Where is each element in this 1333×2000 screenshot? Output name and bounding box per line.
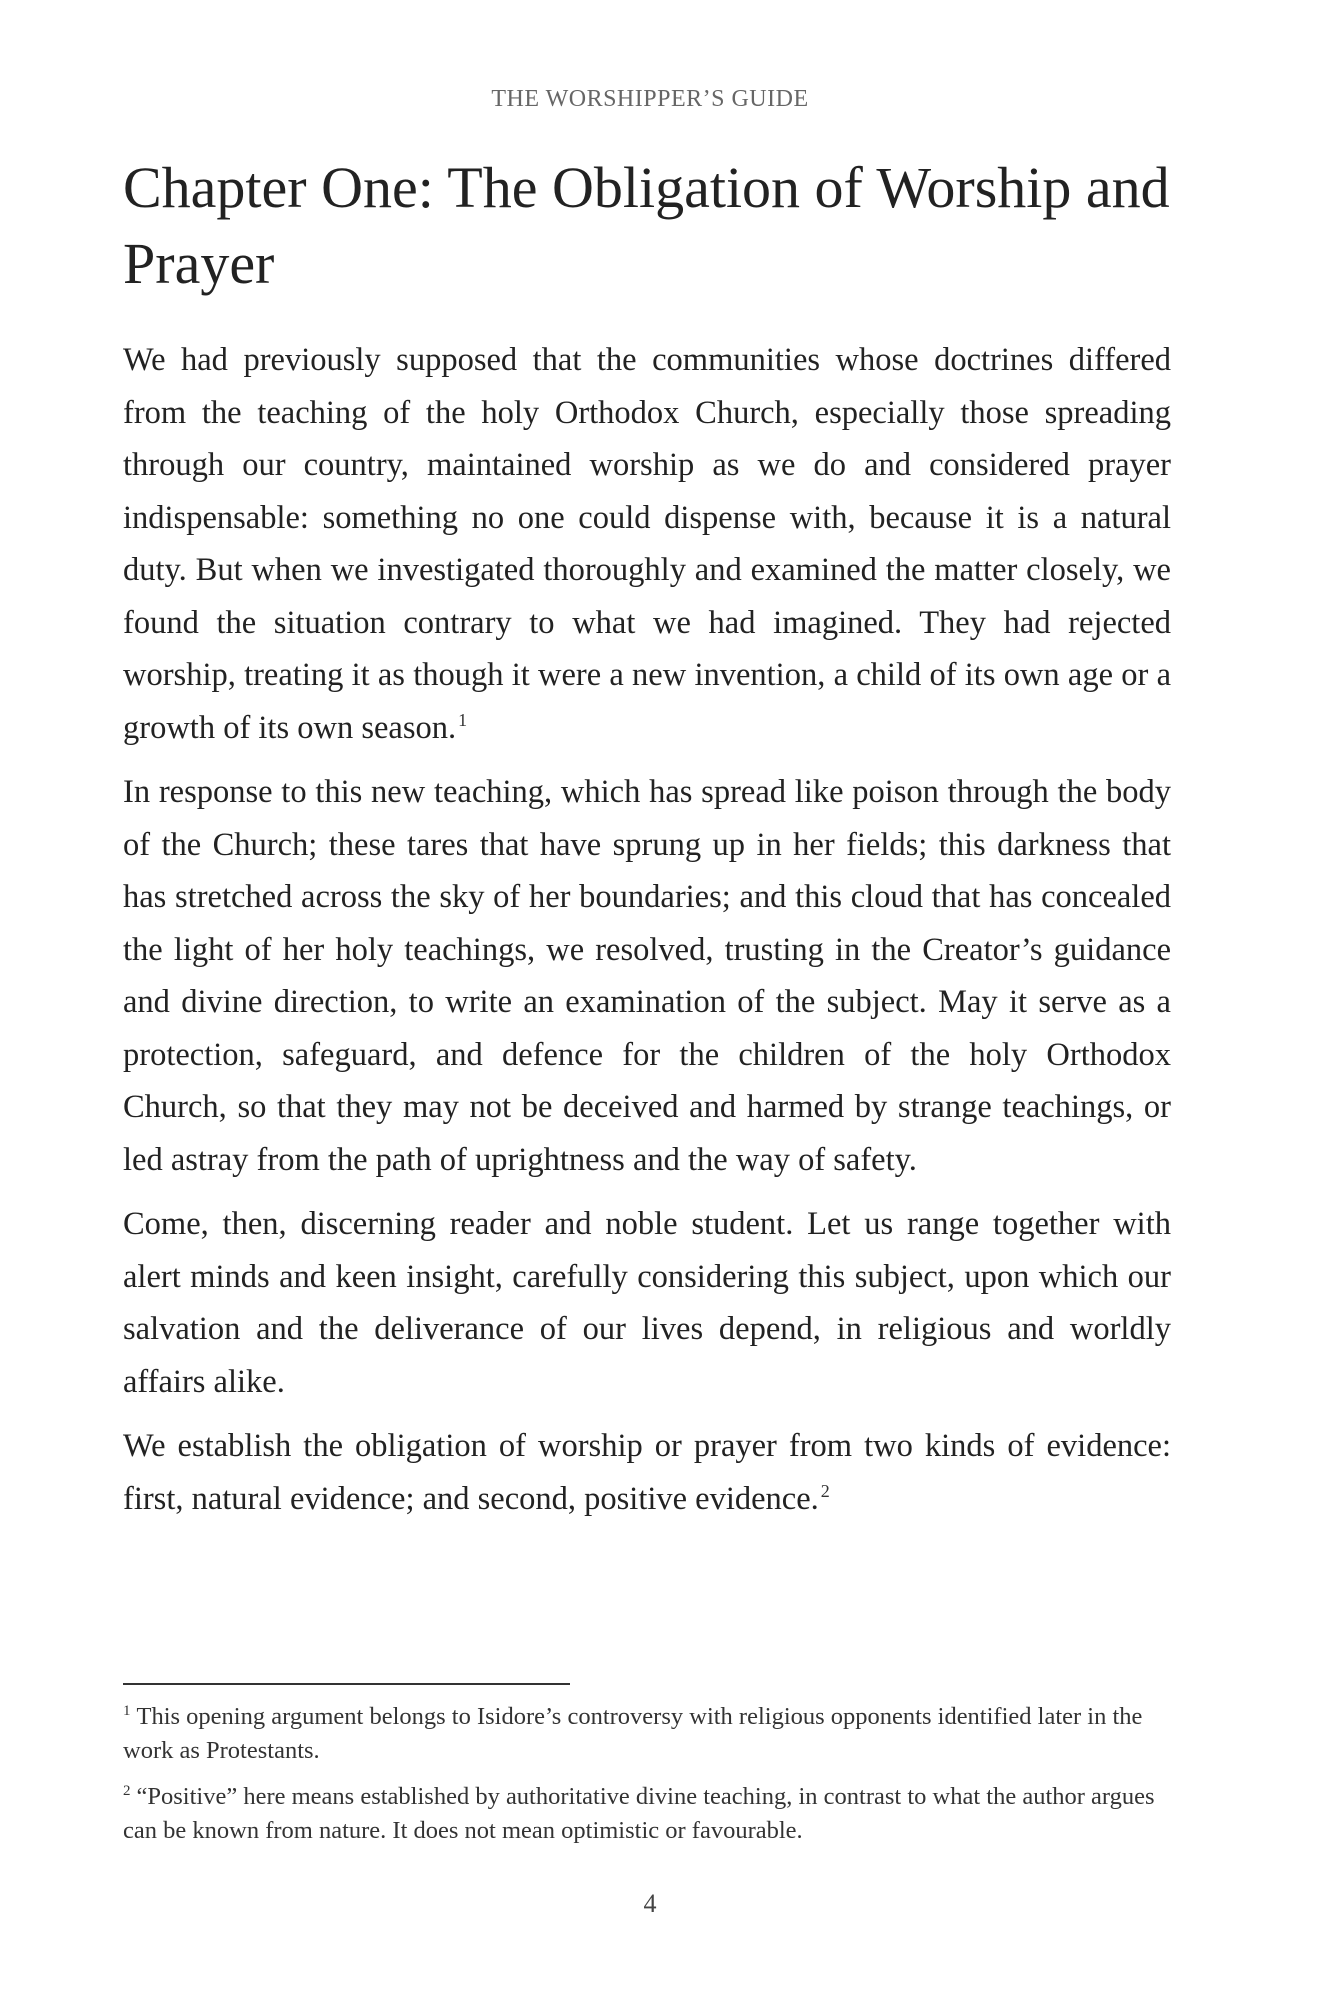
paragraph-text: In response to this new teaching, which has spread like poison through the body of the Church; these tares that have sprung up in her fields; this darkness that has stretched across the sky of her boundaries; and this cloud that has concealed the light of her holy teachings, we resolved, trusting in the Creator’s guidance and divine direction, to write an examination of the subject. May it serve as a protection, safeguard, and defence for the children of the holy Orthodox Church, so that they may not be deceived and harmed by strange teachings, or led astray from the path of uprightness and the way of safety. [123,774,1171,1178]
footnote-number: 1 [123,1702,131,1719]
page-number: 4 [643,1889,657,1918]
paragraph-text: Come, then, discerning reader and noble student. Let us range together with alert minds and keen insight, carefully considering this subject, upon which our salvation and the deliverance of our lives depend, in religious and worldly affairs alike. [123,1206,1171,1400]
footnote [123,1780,1171,1848]
footnote [123,1700,1171,1768]
footnote-reference: 1 [458,709,468,730]
chapter-body [123,334,1171,1537]
chapter-title: Chapter One: The Obligation of Worship and Prayer [123,155,1170,296]
paragraph [123,334,1171,754]
paragraph [123,1198,1171,1408]
footnote-text: “Positive” here means established by authoritative divine teaching, in contrast to what the author argues can be known from nature. It does not mean optimistic or favourable. [123,1783,1155,1844]
footnotes [123,1700,1171,1860]
paragraph-text: We establish the obligation of worship or prayer from two kinds of evidence: first, natural evidence; and second, positive evidence. [123,1428,1171,1517]
footnote-number: 2 [123,1782,131,1799]
running-head: THE WORSHIPPER’S GUIDE [491,86,809,112]
footnote-text: This opening argument belongs to Isidore’s controversy with religious opponents identified later in the work as Protestants. [123,1703,1143,1764]
footnote-divider [123,1683,570,1685]
paragraph [123,1420,1171,1525]
paragraph [123,766,1171,1186]
paragraph-text: We had previously supposed that the communities whose doctrines differed from the teaching of the holy Orthodox Church, especially those spreading through our country, maintained worship as we do and considered prayer indispensable: something no one could dispense with, because it is a natural duty. But when we investigated thoroughly and examined the matter closely, we found the situation contrary to what we had imagined. They had rejected worship, treating it as though it were a new invention, a child of its own age or a growth of its own season. [123,342,1171,746]
footnote-reference: 2 [820,1480,830,1501]
